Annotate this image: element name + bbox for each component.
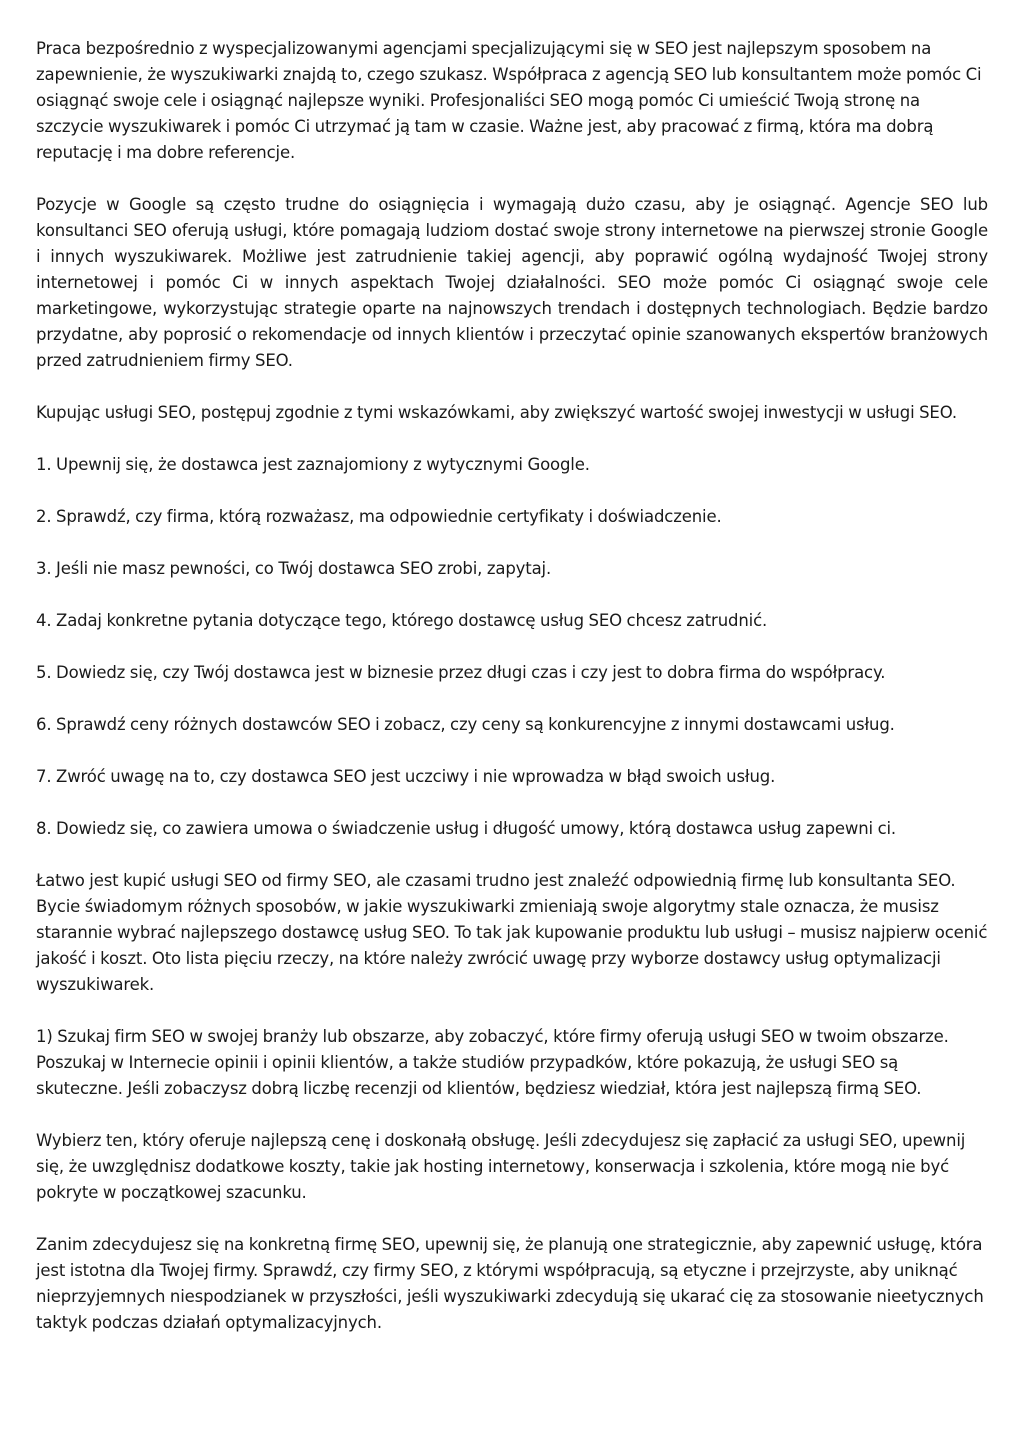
list-item-1: 1. Upewnij się, że dostawca jest zaznajomiony z wytycznymi Google. (36, 455, 590, 474)
paragraph-choosing-provider: Łatwo jest kupić usługi SEO od firmy SEO, ale czasami trudno jest znaleźć odpowiednią firmę lub konsultanta SEO. Bycie świadomym różnych sposobów, w jakie wyszukiwarki zmieniają swoje algorytmy stale oznacza, że musisz starannie wybrać najlepszego dostawcę usług SEO. To tak jak kupowanie produktu lub usługi – musisz najpierw ocenić jakość i koszt. Oto lista pięciu rzeczy, na które należy zwrócić uwagę przy wyborze dostawcy usług optymalizacji wyszukiwarek. (36, 871, 988, 994)
list-item-3: 3. Jeśli nie masz pewności, co Twój dostawca SEO zrobi, zapytaj. (36, 559, 552, 578)
paragraph-strategy: Zanim zdecydujesz się na konkretną firmę SEO, upewnij się, że planują one strategicznie, aby zapewnić usługę, która jest istotna dla Twojej firmy. Sprawdź, czy firmy SEO, z którymi współpracują, są etyczne i przejrzyste, aby uniknąć nieprzyjemnych niespodzianek w przyszłości, jeśli wyszukiwarki zdecydują się ukarać cię za stosowanie nieetycznych taktyk podczas działań optymalizacyjnych. (36, 1235, 984, 1332)
list-item-6: 6. Sprawdź ceny różnych dostawców SEO i zobacz, czy ceny są konkurencyjne z innymi dostawcami usług. (36, 715, 895, 734)
paragraph-point-1: 1) Szukaj firm SEO w swojej branży lub obszarze, aby zobaczyć, które firmy oferują usługi SEO w twoim obszarze. Poszukaj w Internecie opinii i opinii klientów, a także studiów przypadków, które pokazują, że usługi SEO są skuteczne. Jeśli zobaczysz dobrą liczbę recenzji od klientów, będziesz wiedział, która jest najlepszą firmą SEO. (36, 1027, 949, 1098)
list-item-7: 7. Zwróć uwagę na to, czy dostawca SEO jest uczciwy i nie wprowadza w błąd swoich usług. (36, 767, 776, 786)
list-item-8: 8. Dowiedz się, co zawiera umowa o świadczenie usług i długość umowy, którą dostawca usług zapewni ci. (36, 819, 897, 838)
list-item-5: 5. Dowiedz się, czy Twój dostawca jest w biznesie przez długi czas i czy jest to dobra firma do współpracy. (36, 663, 886, 682)
paragraph-price-service: Wybierz ten, który oferuje najlepszą cenę i doskonałą obsługę. Jeśli zdecydujesz się zapłacić za usługi SEO, upewnij się, że uwzględnisz dodatkowe koszty, takie jak hosting internetowy, konserwacja i szkolenia, które mogą nie być pokryte w początkowej szacunku. (36, 1131, 966, 1202)
paragraph-google-positions: Pozycje w Google są często trudne do osiągnięcia i wymagają dużo czasu, aby je osiągnąć. Agencje SEO lub konsultanci SEO oferują usługi, które pomagają ludziom dostać swoje strony internetowe na pierwszej stronie Google i innych wyszukiwarek. Możliwe jest zatrudnienie takiej agencji, aby poprawić ogólną wydajność Twojej strony internetowej i pomóc Ci w innych aspektach Twojej działalności. SEO może pomóc Ci osiągnąć swoje cele marketingowe, wykorzystując strategie oparte na najnowszych trendach i dostępnych technologiach. Będzie bardzo przydatne, aby poprosić o rekomendacje od innych klientów i przeczytać opinie szanowanych ekspertów branżowych przed zatrudnieniem firmy SEO. (36, 195, 988, 370)
list-item-2: 2. Sprawdź, czy firma, którą rozważasz, ma odpowiednie certyfikaty i doświadczenie. (36, 507, 722, 526)
paragraph-intro: Praca bezpośrednio z wyspecjalizowanymi agencjami specjalizującymi się w SEO jest najlepszym sposobem na zapewnienie, że wyszukiwarki znajdą to, czego szukasz. Współpraca z agencją SEO lub konsultantem może pomóc Ci osiągnąć swoje cele i osiągnąć najlepsze wyniki. Profesjonaliści SEO mogą pomóc Ci umieścić Twoją stronę na szczycie wyszukiwarek i pomóc Ci utrzymać ją tam w czasie. Ważne jest, aby pracować z firmą, która ma dobrą reputację i ma dobre referencje. (36, 39, 982, 162)
paragraph-tips-intro: Kupując usługi SEO, postępuj zgodnie z tymi wskazówkami, aby zwiększyć wartość swojej inwestycji w usługi SEO. (36, 403, 957, 422)
list-item-4: 4. Zadaj konkretne pytania dotyczące tego, którego dostawcę usług SEO chcesz zatrudnić. (36, 611, 768, 630)
